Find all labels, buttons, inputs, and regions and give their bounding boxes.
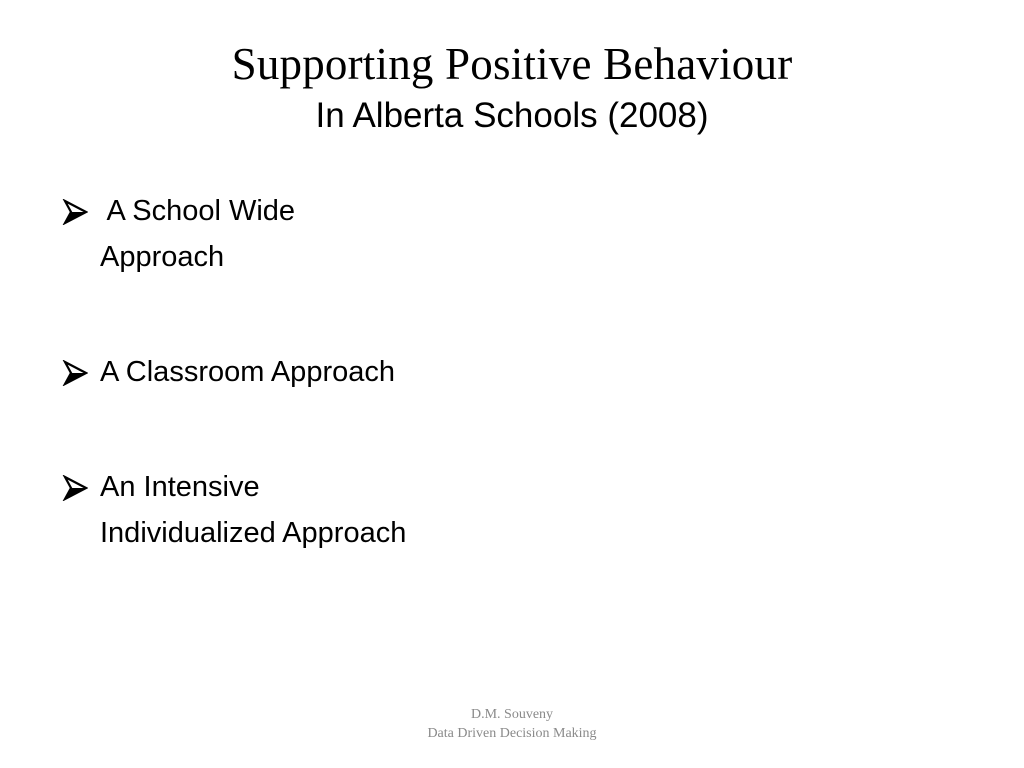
page-subtitle: In Alberta Schools (2008)	[315, 96, 709, 135]
bullet-text-line-1: A School Wide	[100, 195, 296, 227]
list-item	[62, 188, 406, 280]
bullet-text-line-1: An Intensive	[100, 471, 260, 503]
bullet-text-line-2: Individualized Approach	[100, 517, 407, 549]
arrowhead-bullet-icon	[62, 360, 88, 386]
arrowhead-bullet-icon	[62, 199, 88, 225]
list-item	[62, 349, 406, 395]
slide-title	[0, 36, 1024, 140]
bullet-list	[62, 188, 406, 556]
slide-footer	[0, 705, 1024, 743]
bullet-text-line-2: Approach	[100, 241, 225, 273]
footer-author: D.M. Souveny	[470, 707, 554, 722]
bullet-text-line-1: A Classroom Approach	[100, 356, 395, 388]
arrowhead-bullet-icon	[62, 475, 88, 501]
page-title: Supporting Positive Behaviour	[231, 39, 793, 89]
footer-course: Data Driven Decision Making	[427, 726, 597, 741]
list-item	[62, 464, 406, 556]
